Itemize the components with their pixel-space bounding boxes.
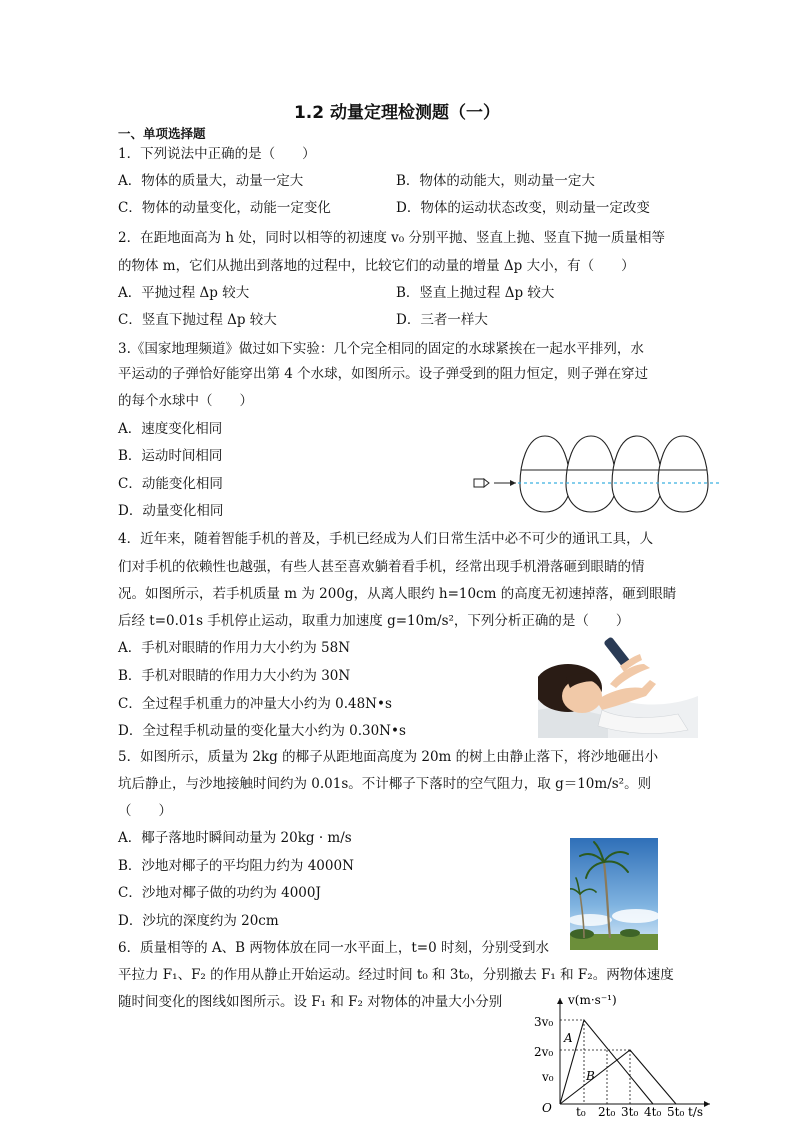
q3-stem-line2: 平运动的子弹恰好能穿出第 4 个水球，如图所示。设子弹受到的阻力恒定，则子弹在穿过	[118, 366, 649, 382]
q5-stem-line2: 坑后静止，与沙地接触时间约为 0.01s。不计椰子下落时的空气阻力，取 g＝10m/s²。则	[118, 776, 652, 792]
section-heading: 一、单项选择题	[118, 126, 206, 141]
person-looking-at-phone-image	[538, 630, 698, 738]
origin-label: O	[542, 1101, 552, 1115]
q2-option-d: D．三者一样大	[396, 312, 488, 328]
q4-stem-line1: 4．近年来，随着智能手机的普及，手机已经成为人们日常生活中必不可少的通讯工具，人	[118, 531, 654, 547]
q3-option-d: D．动量变化相同	[118, 503, 224, 519]
q3-option-b: B．运动时间相同	[118, 448, 223, 464]
water-ball-1	[520, 436, 570, 512]
q1-stem: 1．下列说法中正确的是（ ）	[118, 146, 316, 162]
coconut-palm-tree-image	[570, 838, 658, 950]
page-title: 1.2 动量定理检测题（一）	[293, 103, 501, 123]
q4-stem-line3: 况。如图所示，若手机质量 m 为 200g，从离人眼约 h=10cm 的高度无初速掉落，砸到眼睛	[118, 586, 677, 602]
q4-option-c: C．全过程手机重力的冲量大小约为 0.48N•s	[118, 696, 392, 712]
y-tick-2v0: 2v₀	[534, 1045, 554, 1059]
q6-stem-line2: 平拉力 F₁、F₂ 的作用从静止开始运动。经过时间 t₀ 和 3t₀，分别撤去 F₁ 和 F₂。两物体速度	[118, 967, 674, 983]
q5-stem-line3: （ ）	[118, 803, 172, 819]
q4-option-b: B．手机对眼睛的作用力大小约为 30N	[118, 668, 351, 684]
q2-stem-line2: 的物体 m，它们从抛出到落地的过程中，比较它们的动量的增量 Δp 大小，有（ ）	[118, 258, 635, 274]
y-tick-3v0: 3v₀	[534, 1015, 554, 1029]
velocity-time-graph	[530, 990, 715, 1118]
q5-option-c: C．沙地对椰子做的功约为 4000J	[118, 885, 321, 901]
bullet-icon	[474, 479, 489, 487]
label-A: A	[564, 1031, 573, 1045]
q5-option-d: D．沙坑的深度约为 20cm	[118, 913, 279, 929]
q1-option-d: D．物体的运动状态改变，则动量一定改变	[396, 200, 650, 216]
q3-stem-line3: 的每个水球中（ ）	[118, 393, 253, 409]
line-B	[560, 1050, 676, 1104]
q5-option-a: A．椰子落地时瞬间动量为 20kg · m/s	[118, 830, 352, 846]
q6-stem-line3: 随时间变化的图线如图所示。设 F₁ 和 F₂ 对物体的冲量大小分别	[118, 994, 503, 1010]
y-tick-v0: v₀	[542, 1070, 554, 1084]
q4-option-a: A．手机对眼睛的作用力大小约为 58N	[118, 640, 351, 656]
q2-option-b: B．竖直上抛过程 Δp 较大	[396, 285, 555, 301]
q6-stem-line1: 6．质量相等的 A、B 两物体放在同一水平面上，t=0 时刻，分别受到水	[118, 940, 549, 956]
q2-option-c: C．竖直下抛过程 Δp 较大	[118, 312, 277, 328]
x-tick-4t0: 4t₀	[644, 1105, 662, 1118]
q3-stem-line1: 3.《国家地理频道》做过如下实验：几个完全相同的固定的水球紧挨在一起水平排列，水	[118, 341, 644, 357]
x-tick-t0: t₀	[576, 1105, 586, 1118]
q1-option-b: B．物体的动能大，则动量一定大	[396, 173, 595, 189]
q2-option-a: A．平抛过程 Δp 较大	[118, 285, 250, 301]
y-axis-label: v(m·s⁻¹)	[568, 993, 617, 1007]
q3-option-a: A．速度变化相同	[118, 421, 223, 437]
water-balls-figure	[470, 432, 730, 522]
q4-stem-line2: 们对手机的依赖性也越强，有些人甚至喜欢躺着看手机，经常出现手机滑落砸到眼睛的情	[118, 559, 645, 575]
q3-option-c: C．动能变化相同	[118, 476, 223, 492]
water-ball-2	[566, 436, 616, 512]
q5-option-b: B．沙地对椰子的平均阻力约为 4000N	[118, 858, 354, 874]
q5-stem-line1: 5．如图所示，质量为 2kg 的椰子从距地面高度为 20m 的树上由静止落下，将沙地砸出小	[118, 749, 659, 765]
q4-stem-line4: 后经 t=0.01s 手机停止运动，取重力加速度 g=10m/s²，下列分析正确的是（ ）	[118, 613, 630, 629]
water-ball-3	[612, 436, 662, 512]
x-tick-5t0: 5t₀	[667, 1105, 685, 1118]
x-axis-label: t/s	[688, 1105, 704, 1118]
q1-option-c: C．物体的动量变化，动能一定变化	[118, 200, 331, 216]
line-A	[560, 1020, 653, 1104]
x-tick-2t0: 2t₀	[598, 1105, 616, 1118]
x-tick-3t0: 3t₀	[621, 1105, 639, 1118]
water-ball-4	[658, 436, 708, 512]
q4-option-d: D．全过程手机动量的变化量大小约为 0.30N•s	[118, 723, 406, 739]
q1-option-a: A．物体的质量大，动量一定大	[118, 173, 304, 189]
q2-stem-line1: 2．在距地面高为 h 处，同时以相等的初速度 v₀ 分别平抛、竖直上抛、竖直下抛一质量相等	[118, 230, 665, 246]
label-B: B	[586, 1069, 595, 1083]
